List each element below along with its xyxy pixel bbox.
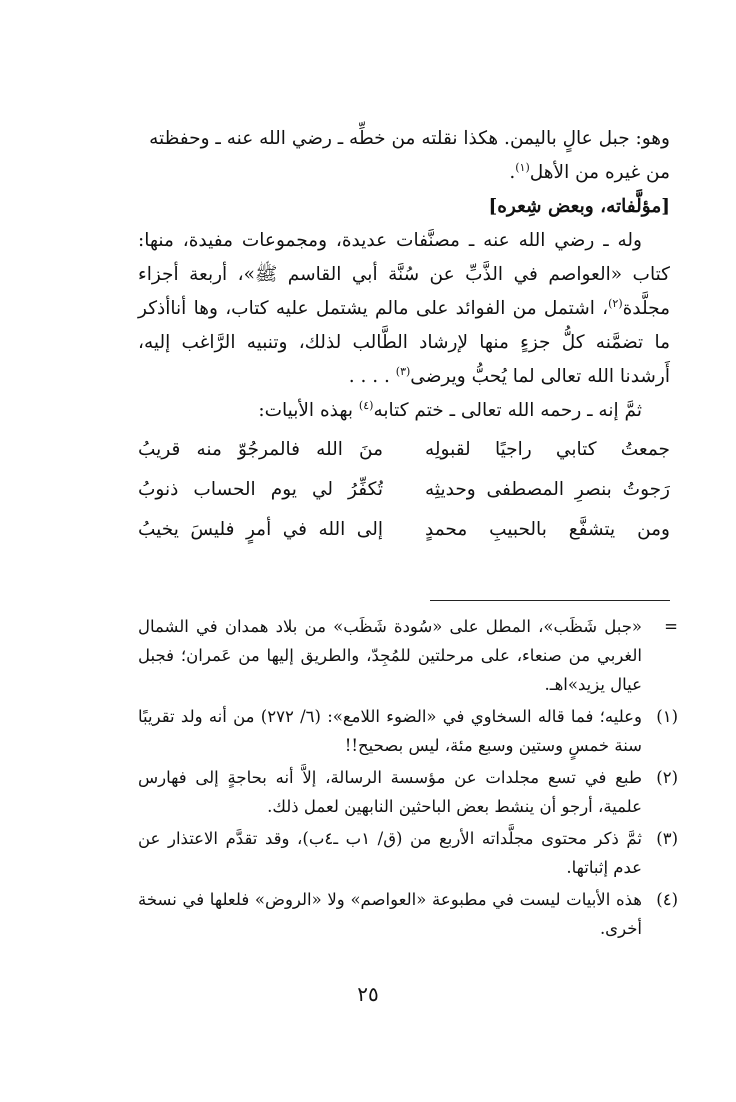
verse-second-hemistich: منَ الله فالمرجُوّ منه قريبُ bbox=[138, 439, 383, 460]
footnotes bbox=[138, 612, 678, 946]
footnote-text: هذه الأبيات ليست في مطبوعة «العواصم» ولا «الروض» فلعلها في نسخة أخرى. bbox=[138, 890, 642, 938]
footnote bbox=[138, 824, 678, 882]
footnote-marker: = bbox=[664, 617, 678, 636]
poem-verse bbox=[138, 430, 670, 470]
footnote-text: طبع في تسع مجلدات عن مؤسسة الرسالة، إلاَّ أنه بحاجةٍ إلى فهارس علمية، أرجو أن ينشط بعض الباحثين النابهين لعمل ذلك. bbox=[138, 768, 642, 816]
footnote-ref-1: (١) bbox=[515, 161, 530, 174]
footnote bbox=[138, 763, 678, 821]
verse-first-hemistich: رَجوتُ بنصرِ المصطفى وحديثِه bbox=[425, 479, 670, 500]
footnote-ref-4: (٤) bbox=[358, 399, 374, 412]
verse-first-hemistich: جمعتُ كتابي راجيًا لقبولِه bbox=[425, 439, 670, 460]
body-line-2: من غيره من الأهل$^{(١)}$. bbox=[509, 161, 670, 183]
footnote bbox=[138, 612, 678, 699]
footnote-marker: (٢) bbox=[656, 768, 678, 787]
footnote-separator bbox=[430, 600, 670, 601]
footnote-text: وعليه؛ فما قاله السخاوي في «الضوء اللامع»: (٦/ ٢٧٢) من أنه ولد تقريبًا سنة خمسٍ وستين وسبع مئة، ليس بصحيح!! bbox=[138, 707, 642, 755]
footnote-marker: (١) bbox=[656, 707, 678, 726]
footnote-marker: (٣) bbox=[656, 829, 678, 848]
footnote bbox=[138, 885, 678, 943]
verse-first-hemistich: ومن يتشفَّع بالحبيبِ محمدٍ bbox=[425, 519, 670, 540]
poem-intro: ثمَّ إنه ـ رحمه الله تعالى ـ ختم كتابه$^{(٤)}$ بهذه الأبيات: bbox=[258, 399, 642, 421]
body-paragraph: وله ـ رضي الله عنه ـ مصنَّفات عديدة، ومجموعات مفيدة، منها: كتاب «العواصم في الذَّبِّ عن سُنَّة أبي القاسم ﷺ»، أربعة أجزاء مجلَّدة$^{(٢)}$، اشتمل من الفوائد على مالم يشتمل عليه كتاب، وها أناأذكر ما تضمَّنه كلُّ جزءٍ منها لإرشاد الطَّالب لذلك، وتنبيه الرَّاغب إليه، أَرشدنا الله تعالى لما يُحبُّ ويرضى$^{(٣)}$ . . . . bbox=[138, 230, 670, 387]
verse-second-hemistich: تُكفِّرُ لي يوم الحساب ذنوبُ bbox=[138, 479, 383, 500]
page-number: ٢٥ bbox=[357, 982, 379, 1006]
section-heading: [مؤلَّفاته، وبعض شِعره] bbox=[488, 196, 670, 217]
body-line-1: وهو: جبل عالٍ باليمن. هكذا نقلته من خطِّه ـ رضي الله عنه ـ وحفظته bbox=[149, 128, 670, 149]
poem-verse bbox=[138, 470, 670, 510]
main-text bbox=[138, 122, 670, 550]
poem-verse bbox=[138, 510, 670, 550]
verse-second-hemistich: إلى الله في أمرٍ فليسَ يخيبُ bbox=[138, 519, 383, 540]
footnote-ref-2: (٢) bbox=[608, 297, 623, 310]
footnote-text: ثمَّ ذكر محتوى مجلَّداته الأربع من (ق/ ١ب ـ٤ب)، وقد تقدَّم الاعتذار عن عدم إثباتها. bbox=[138, 829, 643, 877]
footnote-ref-3: (٣) bbox=[395, 365, 411, 378]
footnote-text: «جبل شَظَب»، المطل على «سُودة شَظَب» من بلاد همدان في الشمال الغربي من صنعاء، على مرحلتين للمُجِدّ، والطريق إليها من عَمران؛ فجبل عيال يزيد»اهـ. bbox=[138, 617, 642, 694]
poem bbox=[138, 430, 670, 550]
footnote bbox=[138, 702, 678, 760]
footnote-marker: (٤) bbox=[656, 890, 678, 909]
